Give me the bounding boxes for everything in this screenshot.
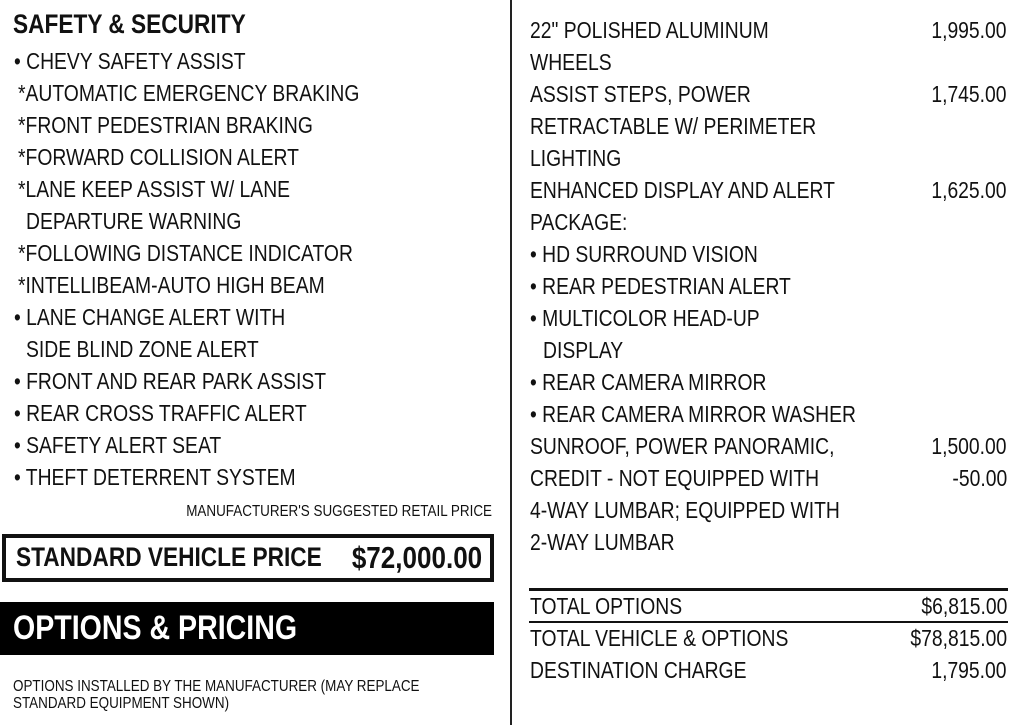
option-item: • REAR CAMERA MIRROR [530,369,767,395]
option-item: RETRACTABLE W/ PERIMETER [530,113,817,139]
total-vehicle-label: TOTAL VEHICLE & OPTIONS [530,625,789,651]
safety-feature-item: • THEFT DETERRENT SYSTEM [14,464,296,490]
safety-feature-item: DEPARTURE WARNING [26,208,242,234]
total-options-value: $6,815.00 [921,593,1007,619]
standard-price-box [2,534,494,582]
safety-feature-item: SIDE BLIND ZONE ALERT [26,336,259,362]
total-options-label: TOTAL OPTIONS [530,593,683,619]
safety-feature-item: *FRONT PEDESTRIAN BRAKING [18,112,313,138]
option-item: ENHANCED DISPLAY AND ALERT [530,177,835,203]
option-item: SUNROOF, POWER PANORAMIC, [530,433,835,459]
safety-feature-item: *LANE KEEP ASSIST W/ LANE [18,176,291,202]
option-item: • MULTICOLOR HEAD-UP [530,305,760,331]
standard-price-value: $72,000.00 [351,540,482,575]
option-item: 4-WAY LUMBAR; EQUIPPED WITH [530,497,840,523]
safety-feature-item: • SAFETY ALERT SEAT [14,432,222,458]
option-item: 2-WAY LUMBAR [530,529,675,555]
safety-feature-item: • CHEVY SAFETY ASSIST [14,48,246,74]
options-note: OPTIONS INSTALLED BY THE MANUFACTURER (MAY REPLACE STANDARD EQUIPMENT SHOWN) [13,678,420,712]
option-item: • HD SURROUND VISION [530,241,758,267]
msrp-label: MANUFACTURER'S SUGGESTED RETAIL PRICE [186,503,492,520]
option-item: WHEELS [530,49,612,75]
option-price: -50.00 [952,465,1007,491]
option-item: PACKAGE: [530,209,628,235]
option-item: DISPLAY [543,337,624,363]
safety-feature-item: *INTELLIBEAM-AUTO HIGH BEAM [18,272,325,298]
option-item: 22" POLISHED ALUMINUM [530,17,769,43]
option-price: 1,625.00 [931,177,1007,203]
option-item: CREDIT - NOT EQUIPPED WITH [530,465,820,491]
safety-feature-item: *FORWARD COLLISION ALERT [18,144,299,170]
standard-price-label: STANDARD VEHICLE PRICE [16,542,322,572]
section-title-safety: SAFETY & SECURITY [13,9,246,39]
safety-feature-item: • FRONT AND REAR PARK ASSIST [14,368,327,394]
option-price: 1,995.00 [931,17,1007,43]
option-item: • REAR CAMERA MIRROR WASHER [530,401,856,427]
safety-feature-item: *AUTOMATIC EMERGENCY BRAKING [18,80,360,106]
destination-charge-value: 1,795.00 [931,657,1007,683]
option-item: ASSIST STEPS, POWER [530,81,751,107]
options-pricing-banner [0,602,494,655]
safety-feature-item: • LANE CHANGE ALERT WITH [14,304,286,330]
destination-charge-label: DESTINATION CHARGE [530,657,747,683]
option-price: 1,745.00 [931,81,1007,107]
safety-feature-item: *FOLLOWING DISTANCE INDICATOR [18,240,353,266]
safety-feature-item: • REAR CROSS TRAFFIC ALERT [14,400,307,426]
option-item: LIGHTING [530,145,622,171]
option-price: 1,500.00 [931,433,1007,459]
option-item: • REAR PEDESTRIAN ALERT [530,273,791,299]
options-pricing-title: OPTIONS & PRICING [13,609,298,647]
total-vehicle-value: $78,815.00 [910,625,1007,651]
column-divider [510,0,512,725]
